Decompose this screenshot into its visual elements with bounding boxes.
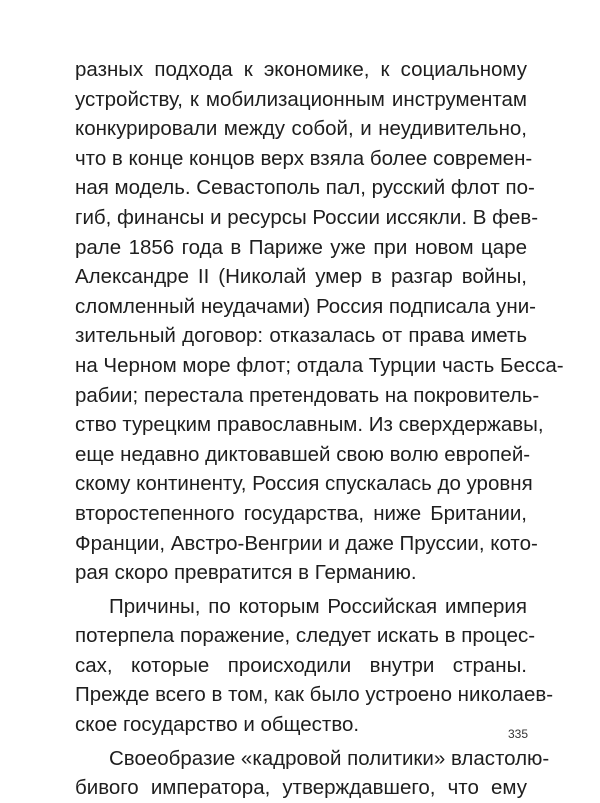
text-line: Франции, Австро-Венгрии и даже Пруссии, кото-	[75, 531, 538, 555]
paragraph	[75, 55, 564, 588]
text-line: ское государство и общество.	[75, 713, 360, 737]
text-line: Прежде всего в том, как было устроено николаев-	[75, 683, 554, 707]
page-number: 335	[507, 727, 528, 741]
page-body	[75, 55, 564, 803]
text-line: конкурировали между собой, и неудивительно,	[75, 117, 527, 141]
text-line: разных подхода к экономике, к социальному	[75, 58, 527, 81]
text-line: Александре II (Николай умер в разгар войны,	[75, 265, 527, 289]
text-line: что в конце концов верх взяла более современ-	[75, 146, 533, 170]
text-line: рабии; перестала претендовать на покровитель-	[75, 383, 540, 407]
text-line: второстепенного государства, ниже Британии,	[75, 501, 527, 525]
text-line: на Черном море флот; отдала Турции часть Бесса-	[75, 353, 564, 377]
text-line: сах, которые происходили внутри страны.	[75, 653, 527, 677]
text-line: устройству, к мобилизационным инструментам	[75, 87, 527, 111]
text-line: Причины, по которым Российская империя	[109, 594, 527, 618]
text-line: сломленный неудачами) Россия подписала уни-	[75, 294, 536, 318]
text-line: ная модель. Севастополь пал, русский флот по-	[75, 176, 535, 200]
text-line: скому континенту, Россия спускалась до уровня	[75, 472, 533, 496]
text-line: гиб, финансы и ресурсы России иссякли. В фев-	[75, 205, 539, 229]
text-line: еще недавно диктовавшей свою волю европей-	[75, 442, 531, 466]
paragraph	[75, 592, 554, 740]
text-line: зительный договор: отказалась от права иметь	[75, 324, 527, 348]
paragraph	[75, 744, 550, 803]
text-line: ство турецким православным. Из сверхдержавы,	[75, 413, 544, 437]
text-line: потерпела поражение, следует искать в процес-	[75, 624, 536, 648]
text-line: рая скоро превратится в Германию.	[75, 561, 417, 585]
text-line: рале 1856 года в Париже уже при новом царе	[75, 235, 527, 259]
text-line: бивого императора, утверждавшего, что ему	[75, 776, 527, 800]
text-line: Своеобразие «кадровой политики» властолю-	[109, 746, 550, 770]
